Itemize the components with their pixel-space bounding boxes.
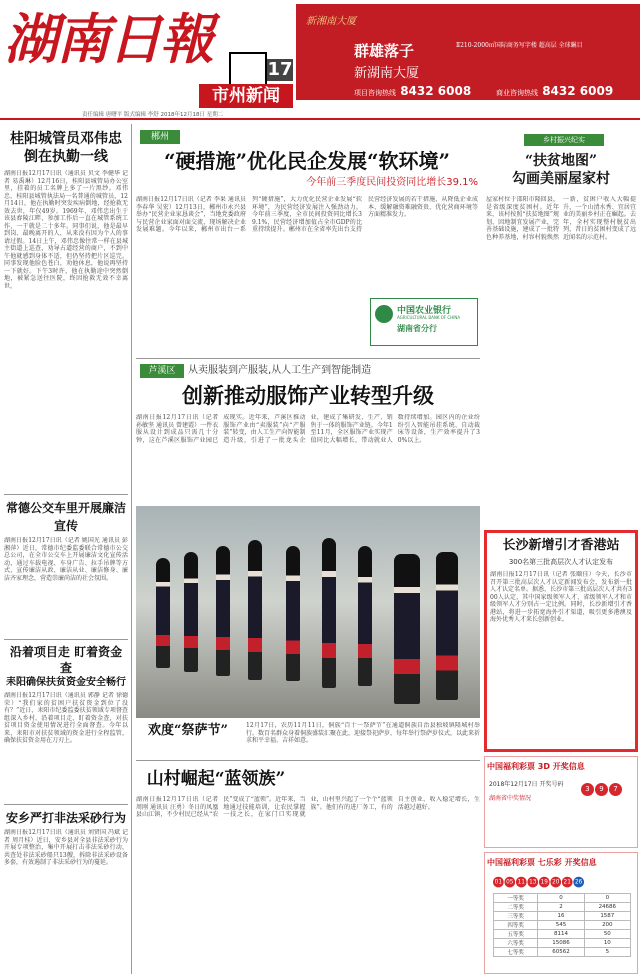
lottery-numbers <box>493 871 585 887</box>
prize-cell: 一等奖 <box>494 894 538 903</box>
ad-phone-1: 项目咨询热线 8432 6008 <box>354 84 472 98</box>
ad-headline: 群雄落子 <box>354 42 415 60</box>
article-body: 湖南日报12月17日讯（通讯员 刘贤国 冯斌 记者 周月桂）近日，安乡县对全县非法采砂行为开展专项整治，集中开展打击非法采砂行动，共查处非法采砂船只13艘，拆除非法采砂设备多套，有效遏制了非法采砂行为的蔓延。 <box>4 829 128 866</box>
prize-row <box>494 894 631 903</box>
lottery-3d <box>484 756 638 848</box>
prize-cell: 六等奖 <box>494 939 538 948</box>
lottery-ball: 05 <box>504 877 515 888</box>
lottery-7lc <box>484 852 638 974</box>
prize-cell: 0 <box>584 894 630 903</box>
prize-cell: 1587 <box>584 912 630 921</box>
story-kicker: 从卖服装到产服装,从人工生产到智能制造 <box>188 365 372 376</box>
prize-row <box>494 921 631 930</box>
prize-cell: 60562 <box>538 948 584 957</box>
ad-info: Ⅱ210-2000㎡国际商务写字楼 超高层 全球瞩目 <box>456 42 583 49</box>
bank-name-en: AGRICULTURAL BANK OF CHINA <box>397 315 461 320</box>
masthead <box>0 0 640 120</box>
lottery-ball: 20 <box>550 877 561 888</box>
box-headline: 长沙新增引才香港站 <box>502 538 620 553</box>
prize-row <box>494 939 631 948</box>
bluecollar-story <box>136 764 480 974</box>
prize-row <box>494 912 631 921</box>
page-meta: 责任编辑 唐曙平 版式编辑 李舒 2018年12月18日 星期二 <box>0 110 640 120</box>
article-title: 倒在执勤一线 <box>24 149 108 165</box>
article-body: 湖南日报12月17日讯（通讯员 贝文 李健华 记者 易禹琳）12月16日，桂阳县城管局办公室里，挂着的员工名牌上多了一片黑纱。邓伟忠，桂阳县城管执法局一名普通的城管员，12月14日，他在执勤时突发疾病倒地，经抢救无效去世，年仅49岁。1969年，邓伟忠出生于该县舂陵江畔，参加工作后一直在城管系统工作，一干就是二十多年。同事们说，他是最早到岗、最晚离开的人，从来没有因为个人的事请过假。14日上午，邓伟忠像往常一样在县城主街道上巡查，劝导占道经营的商户，不到中午他就感到身体不适，但仍坚持把片区巡完。同事发现他脸色苍白，劝他休息，他说再坚持一下就好。下午3时许，他在执勤途中突然倒地，被紧急送往医院，终因抢救无效不幸离世。 <box>4 170 128 290</box>
ad-subline: 新湖南大厦 <box>354 66 420 81</box>
prize-cell: 50 <box>584 930 630 939</box>
bank-logo-icon <box>375 305 393 323</box>
prize-row <box>494 930 631 939</box>
rural-title: “扶贫地图” <box>524 153 598 169</box>
rural-subtitle: 勾画美丽屋家村 <box>512 171 610 187</box>
prize-row <box>494 903 631 912</box>
lottery-ball: 13 <box>527 877 538 888</box>
festival-photo <box>136 506 480 718</box>
article-body: 湖南日报12月17日讯（通讯员 郭静 记者 徐德荣）“我们家的贫困户扶贫资金到位了没有？”近日，耒阳市纪委监委扶贫领域专项督查组深入乡村，沿着项目走、盯着资金查，对扶贫项目资金使用情况进行全面督查。今年以来，耒阳市对扶贫领域的资金进行全程监管，确保扶贫资金用在刀刃上。 <box>4 692 128 744</box>
story-body: 湖南日报12月17日讯（记者 孙敏坚 通讯员 曾建霞）一件衣服从设计到成品只需几十分钟，这在芦溪区服饰产业园已成现实。近年来，芦溪区推动服饰产业由“卖服装”向“产服装”转变，由人工生产向智能制造升级，引进了一批龙头企业，建成了集研发、生产、销售于一体的服饰产业链。今年1至11月，全区服饰产业实现产值同比大幅增长，带动就业人数持续增加。园区内的企业纷纷引入智能吊挂系统、自动裁床等设备，生产效率提升了30%以上。 <box>136 414 480 444</box>
lottery-ball: 11 <box>516 877 527 888</box>
lottery-ball: 19 <box>539 877 550 888</box>
article-body: 湖南日报12月17日讯（记者 姚国光 通讯员 彭湘萍）近日，常德市纪委监委联合常德市公交总公司，在全市公交车上开展廉洁文化宣传活动，通过车载电视、车身广告、拉手吊牌等方式，宣传廉洁从政、廉洁从业、廉洁修身、廉洁齐家理念，营造崇廉尚洁的社会氛围。 <box>4 537 128 582</box>
prize-cell: 15086 <box>538 939 584 948</box>
article-title: 桂阳城管员邓伟忠 <box>10 131 122 147</box>
prize-cell: 10 <box>584 939 630 948</box>
prize-cell: 16 <box>538 912 584 921</box>
apparel-story <box>136 362 480 502</box>
prize-cell: 二等奖 <box>494 903 538 912</box>
real-estate-ad <box>296 4 640 100</box>
prize-cell: 545 <box>538 921 584 930</box>
lead-body: 湖南日报12月17日讯（记者 李果 通讯员 李春华 吴宏）12月13日，郴州市永兴县举办“民营企业家恳谈会”，当地党委政府与民营企业家面对面交流，现场解决企业发展难题。今年以来，郴州市出台一系列“硬措施”，大力优化民营企业发展“软环境”，为民营经济发展注入强劲动力。今年前三季度，全市民间投资同比增长39.1%，民营经济增加值占全市GDP的比重持续提升。郴州市在全省率先出台支持民营经济发展的若干措施，从降低企业成本、缓解融资难融资贵、优化营商环境等方面精准发力。 <box>136 196 478 233</box>
left-column <box>4 124 128 974</box>
ad-phone-2: 商业咨询热线 8432 6009 <box>496 84 614 98</box>
lottery-ball: 7 <box>609 783 622 796</box>
region-tag: 芦溪区 <box>140 364 184 378</box>
ad-brand: 新湘南大厦 <box>306 16 356 27</box>
prize-cell: 2 <box>538 903 584 912</box>
talent-story-box <box>484 530 638 752</box>
bank-name: 中国农业银行 <box>397 306 452 316</box>
bank-ad <box>370 298 478 346</box>
box-body: 湖南日报12月17日讯（记者 张颐佳）今天，长沙市召开第三批高层次人才认定新闻发布会，发布新一批人才认定名单。据悉，长沙市第三批高层次人才共有300人认定，其中国家级领军人才、省级领军人才和市级领军人才分别占一定比例。同时，长沙新增引才香港站，将进一步拓宽海外引才渠道，吸引更多港澳及海外优秀人才来长创新创业。 <box>490 571 632 623</box>
prize-cell: 0 <box>538 894 584 903</box>
lead-subhead: 今年前三季度民间投资同比增长39.1% <box>306 177 478 188</box>
story-headline: 创新推动服饰产业转型升级 <box>182 383 434 408</box>
prize-cell: 三等奖 <box>494 912 538 921</box>
lottery-title: 中国福利彩票 七乐彩 开奖信息 <box>487 858 597 867</box>
prize-cell: 200 <box>584 921 630 930</box>
lottery-sub: 湖南省中奖情况 <box>489 795 532 802</box>
article-subtitle: 耒阳确保扶贫资金安全畅行 <box>6 677 126 688</box>
lead-story <box>136 126 478 354</box>
prize-cell: 24686 <box>584 903 630 912</box>
prize-cell: 5 <box>584 948 630 957</box>
region-tag: 郴州 <box>140 130 180 144</box>
lottery-prize-table <box>493 893 631 957</box>
lottery-numbers <box>581 776 623 796</box>
article-title: 常德公交车里开展廉洁宣传 <box>5 501 126 533</box>
lottery-ball: 01 <box>493 877 504 888</box>
column-tag: 乡村振兴纪实 <box>524 134 604 146</box>
article-title: 安乡严打非法采砂行为 <box>5 811 126 825</box>
rural-story <box>484 124 638 524</box>
prize-row <box>494 948 631 957</box>
prize-cell: 四等奖 <box>494 921 538 930</box>
newspaper-title: 湖南日報 <box>4 7 212 71</box>
prize-cell: 七等奖 <box>494 948 538 957</box>
story-body: 湖南日报12月17日讯（记者 周刚 通讯员 汪勇）冬日的凤凰县山江镇，不少村民已经从“农民”变成了“蓝领”。近年来，当地通过技能培训，让农民掌握一技之长，在家门口实现就业，山村里兴起了一个个“蓝领族”。他们有的进厂务工，有的自主创业，收入稳定增长，生活越过越好。 <box>136 796 480 818</box>
article-title: 沿着项目走 盯着资金查 <box>9 645 123 675</box>
lottery-title: 中国福利彩票 3D 开奖信息 <box>487 762 585 771</box>
lottery-draw: 2018年12月17日 开奖号码 <box>489 781 564 788</box>
photo-caption <box>136 720 480 756</box>
lottery-ball: 3 <box>581 783 594 796</box>
lottery-special-ball: 26 <box>573 877 584 888</box>
caption-title: 欢度“祭萨节” <box>148 723 228 738</box>
prize-cell: 五等奖 <box>494 930 538 939</box>
rural-body: 屋家村位于邵阳市隆回县，是省级深度贫困村。近年来，该村按照“扶贫地图”规划，因地制宜发展产业，完善基础设施，建成了一批特色种养基地，村容村貌焕然一新，贫困户收入大幅提升，一个山清水秀、宜居宜业的美丽乡村正在崛起。去年，全村实现整村脱贫出列，昔日的贫困村变成了远近闻名的示范村。 <box>486 196 636 241</box>
story-headline: 山村崛起“蓝领族” <box>146 769 286 789</box>
bank-branch: 湖南省分行 <box>397 324 437 333</box>
lottery-ball: 21 <box>562 877 573 888</box>
page-number: 17 <box>267 59 293 80</box>
box-subhead: 300名第三批高层次人才认定发布 <box>508 558 614 566</box>
prize-cell: 8114 <box>538 930 584 939</box>
section-title: 市州新闻 <box>199 84 293 108</box>
caption-text: 12月17日，农历11月11日，侗族“百十一祭萨节”在通道侗族自治县独坡镇隆城村举行。数百名群众身着侗族盛装汇聚在此，迎接祭祀萨岁，每年举行祭萨岁仪式，以此来祈求和平幸福、吉祥如意。 <box>246 722 480 744</box>
lead-headline: “硬措施”优化民企发展“软环境” <box>163 149 450 173</box>
lottery-ball: 9 <box>595 783 608 796</box>
